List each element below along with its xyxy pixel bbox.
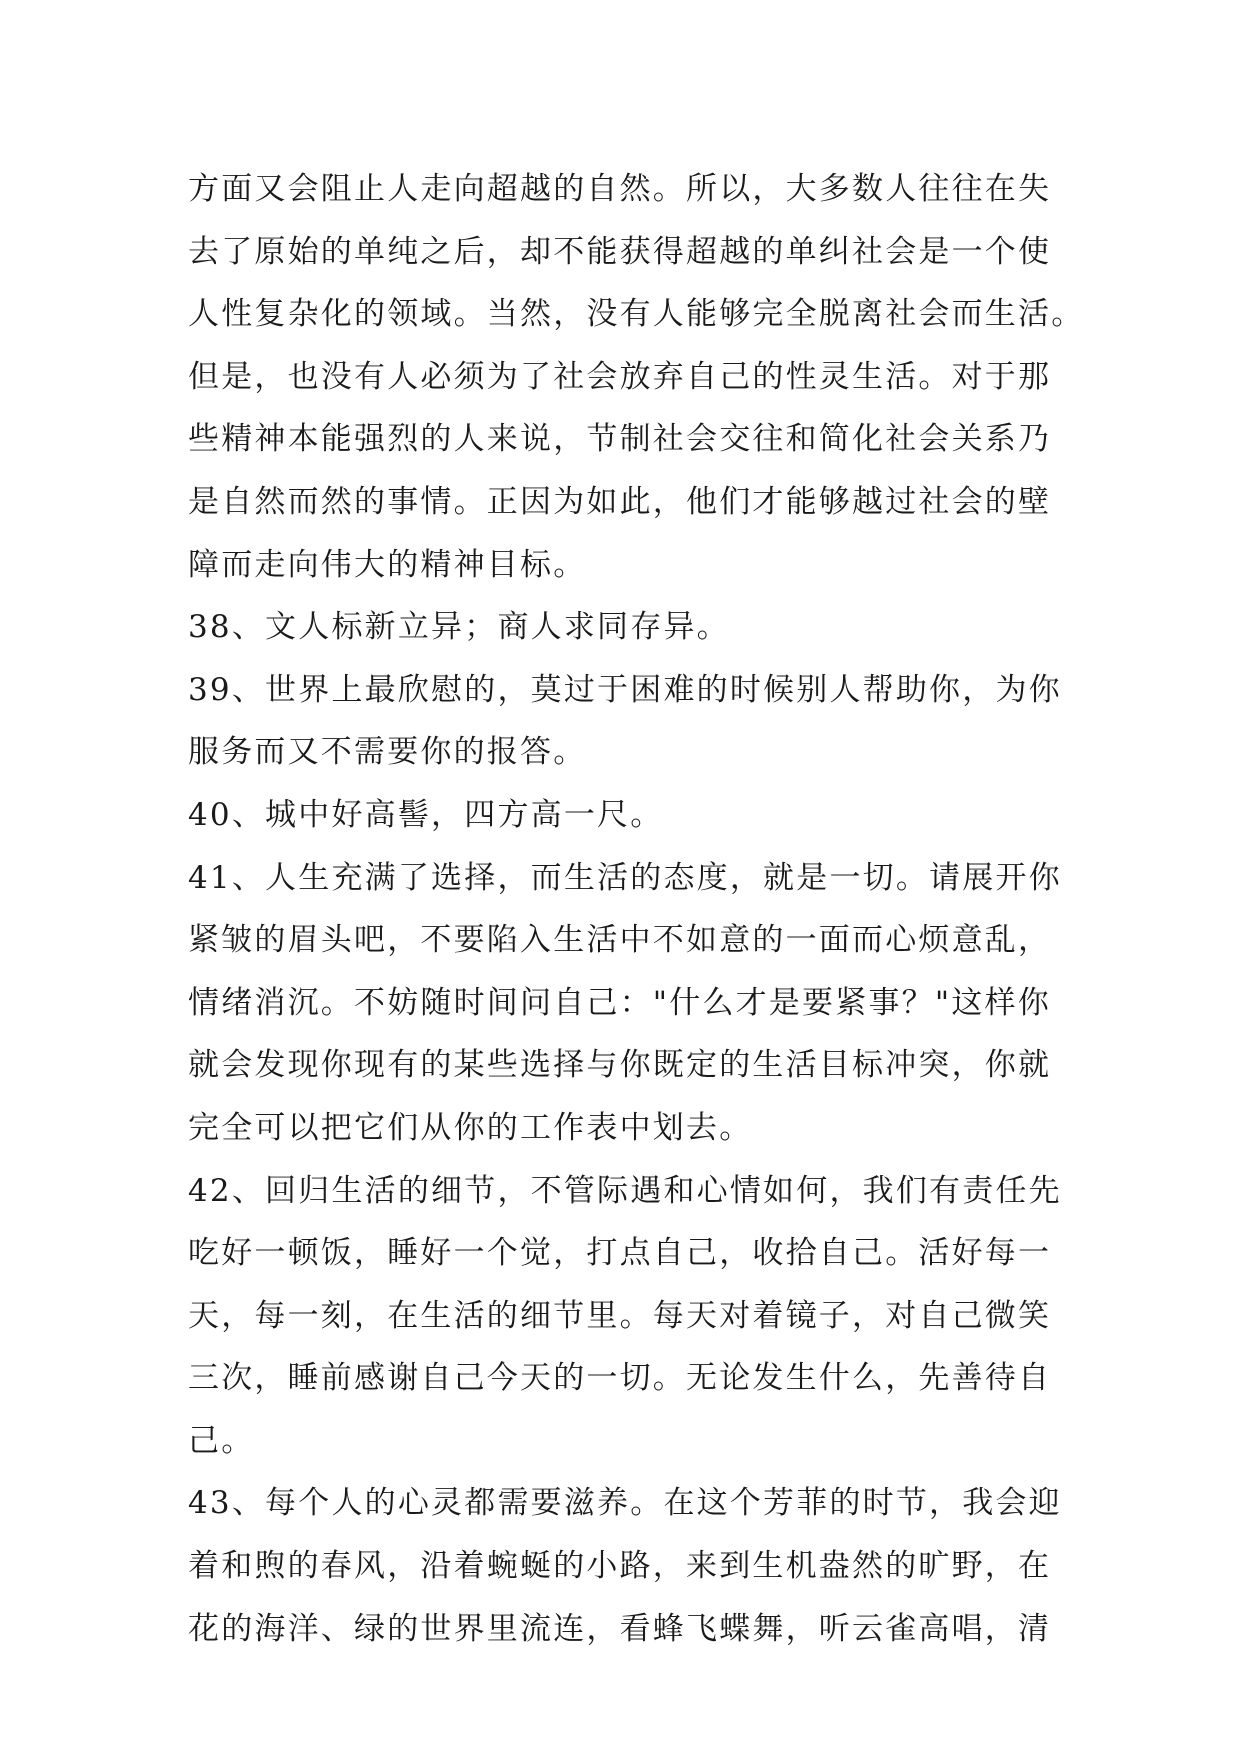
- text-line: 些精神本能强烈的人来说，节制社会交往和简化社会关系乃: [188, 421, 1052, 458]
- text-line: 方面又会阻止人走向超越的自然。所以，大多数人往往在失: [188, 171, 1052, 207]
- text-line: 着和煦的春风，沿着蜿蜒的小路，来到生机盎然的旷野，在: [188, 1548, 1052, 1585]
- text-line: 障而走向伟大的精神目标。: [188, 546, 587, 583]
- text-line: 完全可以把它们从你的工作表中划去。: [188, 1109, 753, 1146]
- text-line: 去了原始的单纯之后，却不能获得超越的单纠社会是一个使: [188, 233, 1052, 270]
- text-line: 38、文人标新立异；商人求同存异。: [188, 609, 730, 646]
- text-line: 三次，睡前感谢自己今天的一切。无论发生什么，先善待自: [188, 1360, 1052, 1397]
- text-line: 己。: [188, 1422, 255, 1459]
- text-line: 情绪消沉。不妨随时间问自己："什么才是要紧事？"这样你: [188, 984, 1051, 1021]
- text-line: 但是，也没有人必须为了社会放弃自己的性灵生活。对于那: [188, 358, 1052, 395]
- text-line: 是自然而然的事情。正因为如此，他们才能够越过社会的壁: [188, 483, 1052, 520]
- text-line: 花的海洋、绿的世界里流连，看蜂飞蝶舞，听云雀高唱，清: [188, 1610, 1052, 1647]
- text-line: 天，每一刻，在生活的细节里。每天对着镜子，对自己微笑: [188, 1297, 1052, 1334]
- text-line: 39、世界上最欣慰的，莫过于困难的时候别人帮助你，为你: [188, 671, 1062, 708]
- text-line: 就会发现你现有的某些选择与你既定的生活目标冲突，你就: [188, 1047, 1052, 1084]
- text-line: 42、回归生活的细节，不管际遇和心情如何，我们有责任先: [188, 1172, 1062, 1209]
- text-line: 41、人生充满了选择，而生活的态度，就是一切。请展开你: [188, 859, 1062, 896]
- document-body-text: [188, 158, 1085, 1660]
- text-line: 吃好一顿饭，睡好一个觉，打点自己，收拾自己。活好每一: [188, 1235, 1052, 1272]
- text-line: 服务而又不需要你的报答。: [188, 734, 587, 771]
- text-line: 人性复杂化的领域。当然，没有人能够完全脱离社会而生活。: [188, 296, 1085, 333]
- text-line: 紧皱的眉头吧，不要陷入生活中不如意的一面而心烦意乱，: [188, 922, 1052, 959]
- text-line: 43、每个人的心灵都需要滋养。在这个芳菲的时节，我会迎: [188, 1485, 1062, 1522]
- text-line: 40、城中好高髻，四方高一尺。: [188, 796, 664, 833]
